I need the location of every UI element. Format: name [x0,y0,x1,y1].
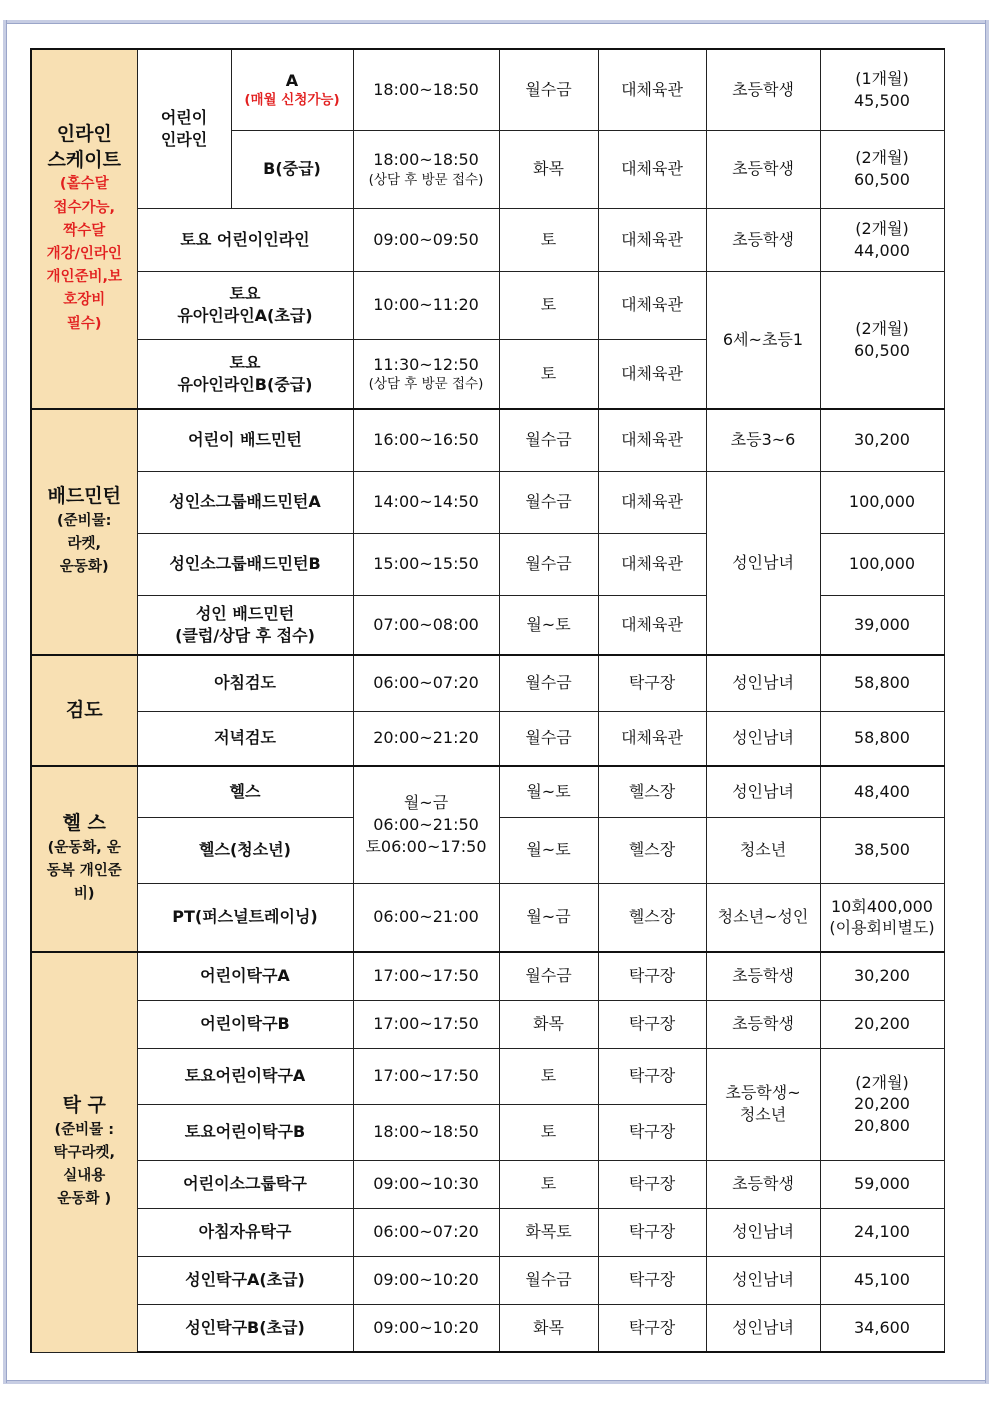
category-note: 접수가능, [53,199,116,216]
place-cell: 탁구장 [598,1256,706,1304]
category-cell-badminton [31,409,137,655]
target-text: 청소년 [739,1105,787,1124]
days-cell: 토 [499,208,598,271]
category-title: 배드민턴 [47,485,121,508]
place-cell: 탁구장 [598,655,706,711]
category-note: 개인준비,보 [46,269,123,286]
frame-border-left [3,20,7,1383]
time-cell [353,339,499,409]
fee-amount: 45,500 [854,90,910,110]
place-cell: 대체육관 [598,595,706,655]
table-row [31,766,944,817]
table-row [31,1160,944,1208]
place-cell: 탁구장 [598,1160,706,1208]
fee-amount: 10회400,000 [831,896,933,916]
program-name-text: 토요 [229,284,261,304]
days-cell: 월수금 [499,952,598,1000]
days-cell: 토 [499,1104,598,1160]
place-cell: 대체육관 [598,49,706,130]
fee-cell: 59,000 [820,1160,944,1208]
place-cell: 대체육관 [598,471,706,533]
place-cell: 대체육관 [598,208,706,271]
subgroup-cell [137,49,231,208]
target-cell: 초등3~6 [706,409,820,471]
category-cell-inline [31,49,137,409]
target-cell: 성인남녀 [706,1208,820,1256]
table-row [31,409,944,471]
time-cell [353,130,499,208]
place-cell: 헬스장 [598,883,706,952]
frame-border-right [985,20,989,1383]
days-cell: 월~토 [499,766,598,817]
target-cell: 성인남녀 [706,1256,820,1304]
place-cell: 헬스장 [598,766,706,817]
fee-period: (2개월) [855,218,909,238]
place-cell: 탁구장 [598,1048,706,1104]
table-row [31,1304,944,1352]
table-row [31,655,944,711]
fee-cell: 48,400 [820,766,944,817]
fee-cell: 20,200 [820,1000,944,1048]
time-cell: 18:00~18:50 [353,49,499,130]
days-cell: 월수금 [499,409,598,471]
category-note: (운동화, 운 [47,840,121,857]
category-note: (홀수달 [59,176,109,193]
program-name: 어린이탁구A [137,952,353,1000]
place-cell: 탁구장 [598,1304,706,1352]
category-note: 비) [73,886,95,903]
program-name-text: A [285,70,299,90]
category-note: 운동화) [59,559,109,576]
target-text: 초등학생~ [725,1083,801,1103]
program-name: 성인탁구B(초급) [137,1304,353,1352]
target-cell: 초등학생 [706,130,820,208]
program-name: 헬스(청소년) [137,817,353,883]
time-cell: 17:00~17:50 [353,1048,499,1104]
fee-cell [820,271,944,409]
time-cell: 15:00~15:50 [353,533,499,595]
target-cell: 초등학생 [706,1000,820,1048]
place-cell: 탁구장 [598,1208,706,1256]
time-cell: 14:00~14:50 [353,471,499,533]
category-title: 헬 스 [62,812,106,835]
time-cell: 07:00~08:00 [353,595,499,655]
fee-cell [820,208,944,271]
days-cell: 월수금 [499,471,598,533]
time-cell: 09:00~10:20 [353,1256,499,1304]
fee-period: (1개월) [855,69,909,89]
table-row [31,49,944,130]
place-cell: 탁구장 [598,952,706,1000]
program-name: PT(퍼스널트레이닝) [137,883,353,952]
category-title: 탁 구 [62,1094,106,1117]
fee-cell: 38,500 [820,817,944,883]
program-name: 아침검도 [137,655,353,711]
fee-cell [820,883,944,952]
time-note: (상담 후 방문 접수) [368,376,484,393]
category-note: 호장비 [63,292,106,309]
category-cell-kendo [31,655,137,766]
fee-period: (2개월) [855,319,909,339]
fee-cell: 34,600 [820,1304,944,1352]
place-cell: 탁구장 [598,1000,706,1048]
program-name: 어린이소그룹탁구 [137,1160,353,1208]
category-note: 짝수달 [63,222,106,239]
place-cell: 대체육관 [598,271,706,339]
category-title: 검도 [65,698,103,721]
time-text: 토06:00~17:50 [365,836,487,856]
category-note: 필수) [66,315,102,332]
time-cell: 17:00~17:50 [353,1000,499,1048]
fee-cell: 45,100 [820,1256,944,1304]
target-cell: 성인남녀 [706,1304,820,1352]
fee-amount: 44,000 [854,240,910,260]
days-cell: 월~금 [499,883,598,952]
target-cell: 청소년 [706,817,820,883]
fee-cell: 30,200 [820,409,944,471]
table-row [31,208,944,271]
time-cell: 09:00~10:20 [353,1304,499,1352]
category-cell-health [31,766,137,952]
table-row [31,883,944,952]
subgroup-label: 어린이 [160,108,208,128]
time-cell: 09:00~10:30 [353,1160,499,1208]
category-note: 라켓, [67,536,102,553]
fee-cell: 100,000 [820,471,944,533]
category-note: 개강/인라인 [46,246,122,263]
target-cell [706,1048,820,1160]
program-name [231,49,353,130]
fee-amount: 60,500 [854,340,910,360]
time-text: 18:00~18:50 [373,150,479,170]
table-row [31,952,944,1000]
days-cell: 토 [499,339,598,409]
fee-cell: 58,800 [820,711,944,766]
program-name: 성인탁구A(초급) [137,1256,353,1304]
program-name: 토요 어린이인라인 [137,208,353,271]
program-name-text: 유아인라인B(중급) [177,374,313,394]
place-cell: 탁구장 [598,1104,706,1160]
category-title: 인라인 [56,123,112,146]
target-cell: 성인남녀 [706,711,820,766]
category-note: 탁구라켓, [53,1144,116,1161]
time-text: 11:30~12:50 [373,354,479,374]
fee-note: (이용회비별도) [829,918,935,938]
subgroup-label: 인라인 [160,129,208,149]
category-note: 실내용 [63,1168,106,1185]
fee-cell [820,49,944,130]
days-cell: 토 [499,271,598,339]
target-cell: 초등학생 [706,208,820,271]
table-row [31,1048,944,1104]
program-name: 저녁검도 [137,711,353,766]
fee-cell: 100,000 [820,533,944,595]
target-cell: 초등학생 [706,1160,820,1208]
fee-amount: 60,500 [854,170,910,189]
place-cell: 헬스장 [598,817,706,883]
fee-period: (2개월) [855,1072,909,1092]
program-name-text: 유아인라인A(초급) [177,306,313,325]
fee-amount: 20,800 [854,1115,910,1135]
days-cell: 화목토 [499,1208,598,1256]
program-name: B(중급) [231,130,353,208]
program-name: 어린이탁구B [137,1000,353,1048]
target-cell: 성인남녀 [706,655,820,711]
time-cell [353,766,499,883]
program-name: 어린이 배드민턴 [137,409,353,471]
category-note: 운동화 ) [57,1191,112,1208]
time-text: 06:00~21:50 [373,814,479,834]
days-cell: 월~토 [499,817,598,883]
table-row [31,711,944,766]
program-name-text: 성인 배드민턴 [195,604,295,624]
time-cell: 16:00~16:50 [353,409,499,471]
program-name [137,595,353,655]
table-row [31,271,944,339]
days-cell: 화목 [499,130,598,208]
table-row [31,1000,944,1048]
days-cell: 토 [499,1048,598,1104]
days-cell: 화목 [499,1000,598,1048]
time-cell: 17:00~17:50 [353,952,499,1000]
fee-cell [820,130,944,208]
target-cell: 초등학생 [706,952,820,1000]
program-name-text: (클럽/상담 후 접수) [175,625,315,645]
days-cell: 월수금 [499,533,598,595]
program-name: 성인소그룹배드민턴B [137,533,353,595]
days-cell: 월수금 [499,49,598,130]
time-note: (상담 후 방문 접수) [368,171,484,188]
fee-cell [820,1048,944,1160]
place-cell: 대체육관 [598,409,706,471]
target-cell: 6세~초등1 [706,271,820,409]
program-name: 성인소그룹배드민턴A [137,471,353,533]
program-name [137,271,353,339]
category-cell-tabletennis [31,952,137,1352]
frame-border-bottom [3,1380,989,1384]
table-row [31,471,944,533]
target-cell: 성인남녀 [706,766,820,817]
time-cell: 10:00~11:20 [353,271,499,339]
time-text: 월~금 [403,793,449,813]
place-cell: 대체육관 [598,533,706,595]
time-cell: 06:00~07:20 [353,1208,499,1256]
fee-cell: 24,100 [820,1208,944,1256]
time-cell: 06:00~07:20 [353,655,499,711]
days-cell: 토 [499,1160,598,1208]
place-cell: 대체육관 [598,339,706,409]
time-cell: 06:00~21:00 [353,883,499,952]
place-cell: 대체육관 [598,130,706,208]
days-cell: 월~토 [499,595,598,655]
target-cell: 청소년~성인 [706,883,820,952]
category-title: 스케이트 [47,148,121,171]
time-cell: 18:00~18:50 [353,1104,499,1160]
program-name-text: 토요 [229,353,261,373]
category-note: (준비물 : [54,1121,114,1138]
program-name: 아침자유탁구 [137,1208,353,1256]
fee-amount: 20,200 [854,1094,910,1114]
fee-cell: 30,200 [820,952,944,1000]
program-name: 헬스 [137,766,353,817]
category-note: 동복 개인준 [46,863,122,880]
fee-period: (2개월) [855,148,909,168]
time-cell: 09:00~09:50 [353,208,499,271]
program-schedule-table [30,48,945,1353]
program-name: 토요어린이탁구B [137,1104,353,1160]
fee-cell: 58,800 [820,655,944,711]
program-name [137,339,353,409]
frame-border-top [3,20,989,24]
category-note: (준비물: [57,513,112,530]
days-cell: 월수금 [499,655,598,711]
table-row [31,1208,944,1256]
fee-cell: 39,000 [820,595,944,655]
days-cell: 화목 [499,1304,598,1352]
days-cell: 월수금 [499,711,598,766]
table-row [31,1256,944,1304]
target-cell: 성인남녀 [706,471,820,655]
target-cell: 초등학생 [706,49,820,130]
time-cell: 20:00~21:20 [353,711,499,766]
days-cell: 월수금 [499,1256,598,1304]
program-name-note: (매월 신청가능) [244,92,340,109]
program-name: 토요어린이탁구A [137,1048,353,1104]
place-cell: 대체육관 [598,711,706,766]
